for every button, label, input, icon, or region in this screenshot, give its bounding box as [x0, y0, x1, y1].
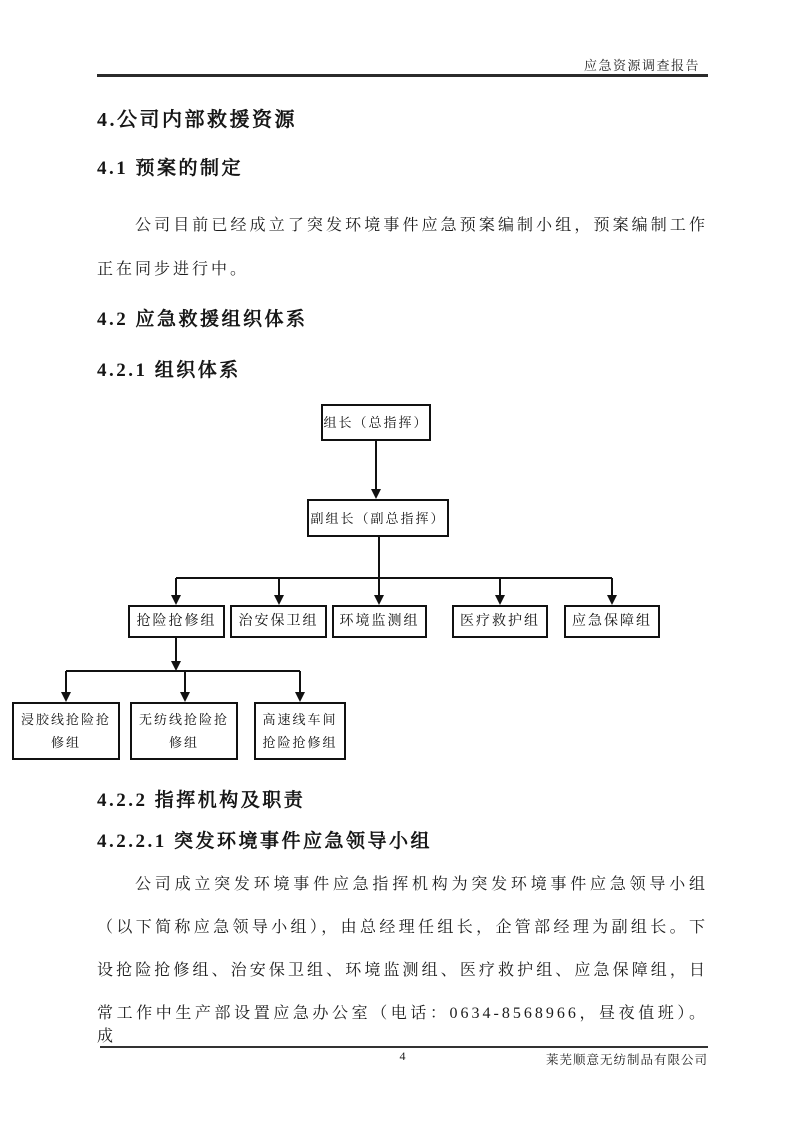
org-box-subteam-dipping-line: 浸胶线抢险抢修组 — [12, 702, 120, 760]
heading-4-1: 4.1 预案的制定 — [97, 158, 244, 179]
org-box-team-rescue-repair: 抢险抢修组 — [128, 605, 225, 638]
org-box-team-env-monitoring: 环境监测组 — [332, 605, 427, 638]
heading-4-2-2-1: 4.2.2.1 突发环境事件应急领导小组 — [97, 831, 433, 852]
footer-rule — [100, 1046, 708, 1048]
page-header-title: 应急资源调查报告 — [583, 58, 700, 73]
org-box-deputy: 副组长（副总指挥） — [307, 499, 449, 537]
heading-section-4: 4.公司内部救援资源 — [97, 109, 297, 131]
paragraph-leadership-line-3: 设抢险抢修组、治安保卫组、环境监测组、医疗救护组、应急保障组，日 — [97, 962, 708, 979]
org-chart-connectors — [0, 395, 800, 770]
heading-4-2: 4.2 应急救援组织体系 — [97, 309, 308, 330]
paragraph-plan-line-2: 正在同步进行中。 — [97, 261, 250, 278]
org-box-subteam-nonwoven-line: 无纺线抢险抢修组 — [130, 702, 238, 760]
paragraph-leadership-line-1: 公司成立突发环境事件应急指挥机构为突发环境事件应急领导小组 — [135, 876, 708, 893]
page-number: 4 — [399, 1049, 406, 1063]
org-box-subteam-highspeed-line: 高速线车间抢险抢修组 — [254, 702, 346, 760]
paragraph-leadership-line-2: （以下简称应急领导小组），由总经理任组长，企管部经理为副组长。下 — [97, 919, 708, 936]
org-box-team-support: 应急保障组 — [564, 605, 660, 638]
heading-4-2-1: 4.2.1 组织体系 — [97, 360, 241, 381]
header-rule — [97, 74, 708, 77]
heading-4-2-2: 4.2.2 指挥机构及职责 — [97, 790, 306, 811]
org-box-commander: 组长（总指挥） — [321, 404, 431, 441]
org-box-team-medical: 医疗救护组 — [452, 605, 548, 638]
org-box-team-security: 治安保卫组 — [230, 605, 327, 638]
paragraph-plan-line-1: 公司目前已经成立了突发环境事件应急预案编制小组，预案编制工作 — [135, 217, 708, 234]
footer-company-name: 莱芜顺意无纺制品有限公司 — [545, 1053, 708, 1067]
paragraph-leadership-line-4: 常工作中生产部设置应急办公室（电话：0634-8568966，昼夜值班）。成 — [97, 1005, 708, 1045]
